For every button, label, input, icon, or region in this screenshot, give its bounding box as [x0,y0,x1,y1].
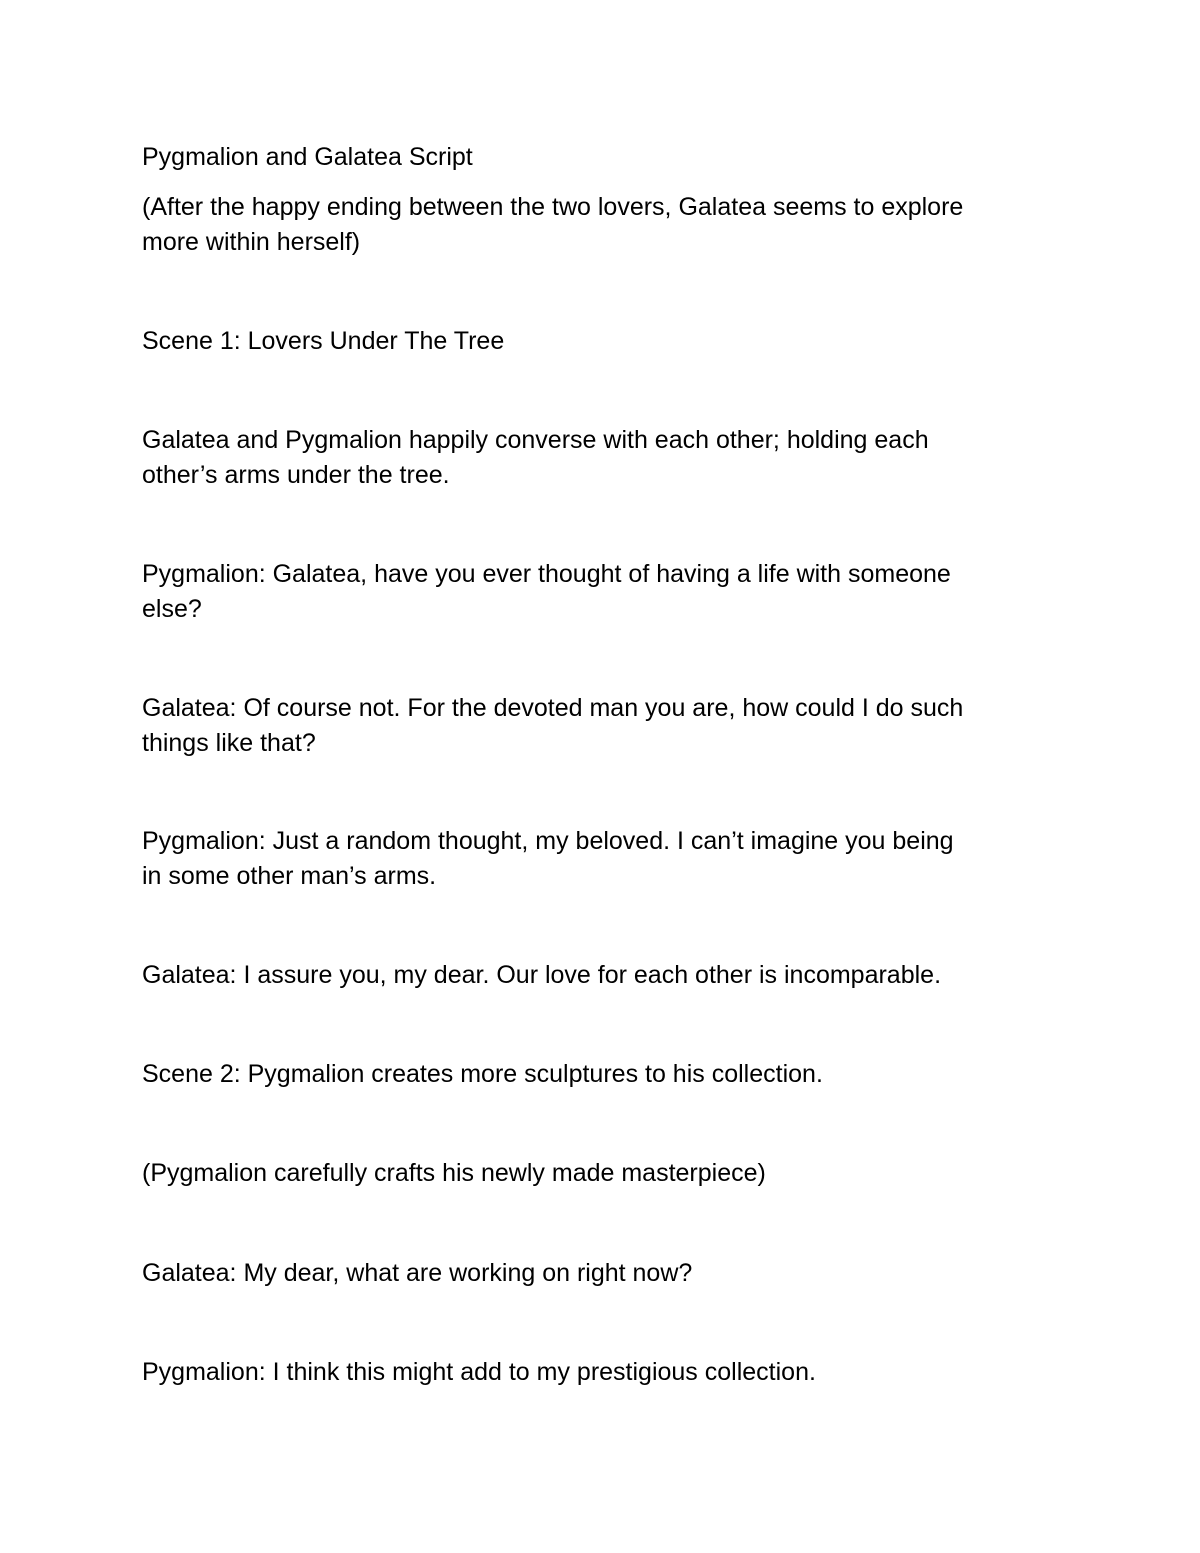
dialogue-3-line-2: in some other man’s arms. [142,862,437,890]
scene-1-heading: Scene 1: Lovers Under The Tree [142,327,505,355]
dialogue-6: Pygmalion: I think this might add to my prestigious collection. [142,1358,816,1386]
scene-1-direction-line-1: Galatea and Pygmalion happily converse with each other; holding each [142,426,929,454]
dialogue-4: Galatea: I assure you, my dear. Our love for each other is incomparable. [142,961,942,989]
scene-2-heading: Scene 2: Pygmalion creates more sculptures to his collection. [142,1060,823,1088]
document-title: Pygmalion and Galatea Script [142,143,473,171]
dialogue-2-line-2: things like that? [142,729,316,757]
scene-1-direction-line-2: other’s arms under the tree. [142,461,450,489]
scene-2-direction: (Pygmalion carefully crafts his newly made masterpiece) [142,1159,766,1187]
intro-line-1: (After the happy ending between the two lovers, Galatea seems to explore [142,193,964,221]
dialogue-5: Galatea: My dear, what are working on right now? [142,1259,693,1287]
intro-line-2: more within herself) [142,228,361,256]
dialogue-3-line-1: Pygmalion: Just a random thought, my beloved. I can’t imagine you being [142,827,954,855]
dialogue-2-line-1: Galatea: Of course not. For the devoted man you are, how could I do such [142,694,964,722]
dialogue-1-line-2: else? [142,595,202,623]
dialogue-1-line-1: Pygmalion: Galatea, have you ever thought of having a life with someone [142,560,951,588]
